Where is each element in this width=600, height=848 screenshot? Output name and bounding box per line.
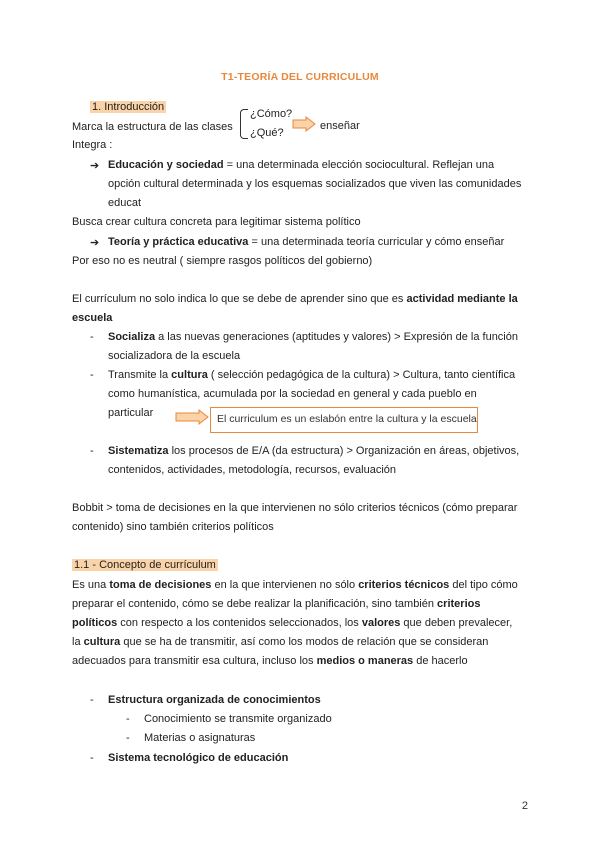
transmite-a: Transmite la bbox=[108, 369, 172, 381]
estructura-sub2 bbox=[126, 732, 255, 744]
arrow-right-icon bbox=[175, 409, 209, 425]
arrow-right-icon bbox=[292, 116, 316, 132]
dash-bullet: - bbox=[90, 752, 94, 764]
arrow-bullet-2 bbox=[90, 236, 99, 249]
text: que se ha de transmitir, así como los modos de relación que se consideran bbox=[120, 636, 489, 648]
callout-box: El curriculum es un eslabón entre la cultura y la escuela bbox=[210, 407, 478, 433]
sistematiza-line1 bbox=[90, 445, 519, 457]
sistematiza-line2: contenidos, actividades, metodología, recursos, evaluación bbox=[108, 464, 397, 476]
page-title: T1-TEORÍA DEL CURRICULUM bbox=[221, 71, 379, 83]
dash-bullet: - bbox=[90, 369, 94, 381]
concepto-line3 bbox=[72, 617, 512, 629]
bold-text: criterios técnicos bbox=[358, 579, 450, 591]
transmite-bold: cultura bbox=[171, 369, 208, 381]
sistematiza-bold: Sistematiza bbox=[108, 445, 169, 457]
transmite-b: ( selección pedagógica de la cultura) > Cultura, tanto científica bbox=[207, 369, 516, 381]
curr-text: El currículum no solo indica lo que se debe de aprender sino que es bbox=[72, 293, 407, 305]
curr-line1 bbox=[72, 293, 518, 305]
concepto-line4 bbox=[72, 636, 488, 648]
arrow-bullet-icon: ➔ bbox=[90, 237, 100, 249]
transmite-line2: como humanística, acumulada por la sociedad en general y cada pueblo en bbox=[108, 388, 477, 400]
arrow2-line bbox=[108, 236, 504, 248]
concepto-line1 bbox=[72, 579, 518, 591]
marca-line: Marca la estructura de las clases bbox=[72, 121, 233, 133]
sub-item-text: Materias o asignaturas bbox=[144, 732, 256, 744]
bold-text: criterios bbox=[437, 598, 481, 610]
ensenar-label: enseñar bbox=[320, 120, 360, 132]
poreso-line: Por eso no es neutral ( siempre rasgos políticos del gobierno) bbox=[72, 255, 373, 267]
bold-text: medios o maneras bbox=[316, 655, 414, 667]
sistema-bold: Sistema tecnológico de educación bbox=[108, 752, 289, 764]
arrow1-rest: = una determinada elección sociocultural. Reflejan una bbox=[223, 159, 495, 171]
socializa-rest: a las nuevas generaciones (aptitudes y valores) > Expresión de la función bbox=[155, 331, 518, 343]
bold-text: valores bbox=[361, 617, 401, 629]
arrow1-line2: opción cultural determinada y los esquemas socializados que viven las comunidades bbox=[108, 178, 522, 190]
section-heading-introduccion bbox=[90, 101, 166, 113]
bold-text: políticos bbox=[72, 617, 118, 629]
dash-bullet: - bbox=[90, 694, 94, 706]
text: del tipo cómo bbox=[449, 579, 518, 591]
curr-bold: actividad mediante la bbox=[406, 293, 518, 305]
section-heading-text: 1. Introducción bbox=[92, 101, 165, 113]
section-heading-text: 1.1 - Concepto de currículum bbox=[74, 559, 216, 571]
text: que deben prevalecer, bbox=[400, 617, 513, 629]
section-heading-concepto bbox=[72, 559, 218, 571]
text: en la que intervienen no sólo bbox=[211, 579, 359, 591]
concepto-line5 bbox=[72, 655, 468, 667]
integra-line: Integra : bbox=[72, 139, 113, 151]
question-que: ¿Qué? bbox=[250, 127, 284, 139]
dash-bullet: - bbox=[90, 445, 94, 457]
socializa-line1 bbox=[90, 331, 518, 343]
concepto-line2 bbox=[72, 598, 480, 610]
dash-bullet: - bbox=[126, 713, 130, 725]
socializa-line2: socializadora de la escuela bbox=[108, 350, 241, 362]
text: de hacerlo bbox=[413, 655, 468, 667]
estructura-sub1 bbox=[126, 713, 332, 725]
text: preparar el contenido, cómo se debe realizar la planificación, sino también bbox=[72, 598, 438, 610]
dash-bullet: - bbox=[90, 331, 94, 343]
text: la bbox=[72, 636, 84, 648]
text: con respecto a los contenidos seleccionados, los bbox=[117, 617, 362, 629]
arrow1-line1 bbox=[108, 159, 494, 171]
dash-bullet: - bbox=[126, 732, 130, 744]
sub-item-text: Conocimiento se transmite organizado bbox=[144, 713, 332, 725]
arrow2-bold: Teoría y práctica educativa bbox=[108, 236, 249, 248]
sistema-line bbox=[90, 752, 288, 764]
text: adecuados para transmitir esa cultura, incluso los bbox=[72, 655, 317, 667]
sistematiza-rest: los procesos de E/A (da estructura) > Organización en áreas, objetivos, bbox=[168, 445, 520, 457]
busca-line: Busca crear cultura concreta para legitimar sistema político bbox=[72, 216, 361, 228]
curr-line2: escuela bbox=[72, 312, 113, 324]
bold-text: cultura bbox=[83, 636, 121, 648]
text: Es una bbox=[72, 579, 110, 591]
estructura-bold: Estructura organizada de conocimientos bbox=[108, 694, 321, 706]
question-como: ¿Cómo? bbox=[250, 108, 293, 120]
arrow-bullet-1 bbox=[90, 159, 99, 172]
transmite-line1 bbox=[90, 369, 515, 381]
arrow1-bold: Educación y sociedad bbox=[108, 159, 224, 171]
page-number: 2 bbox=[521, 800, 528, 812]
transmite-line3: particular bbox=[108, 407, 154, 419]
estructura-line bbox=[90, 694, 321, 706]
socializa-bold: Socializa bbox=[108, 331, 156, 343]
arrow1-line3: educat bbox=[108, 197, 142, 209]
bold-text: toma de decisiones bbox=[109, 579, 212, 591]
bobbit-line1: Bobbit > toma de decisiones en la que intervienen no sólo criterios técnicos (cómo preparar bbox=[72, 502, 518, 514]
arrow2-rest: = una determinada teoría curricular y cómo enseñar bbox=[248, 236, 505, 248]
arrow-bullet-icon: ➔ bbox=[90, 160, 100, 172]
curly-brace bbox=[240, 109, 248, 139]
bobbit-line2: contenido) sino también criterios políticos bbox=[72, 521, 274, 533]
